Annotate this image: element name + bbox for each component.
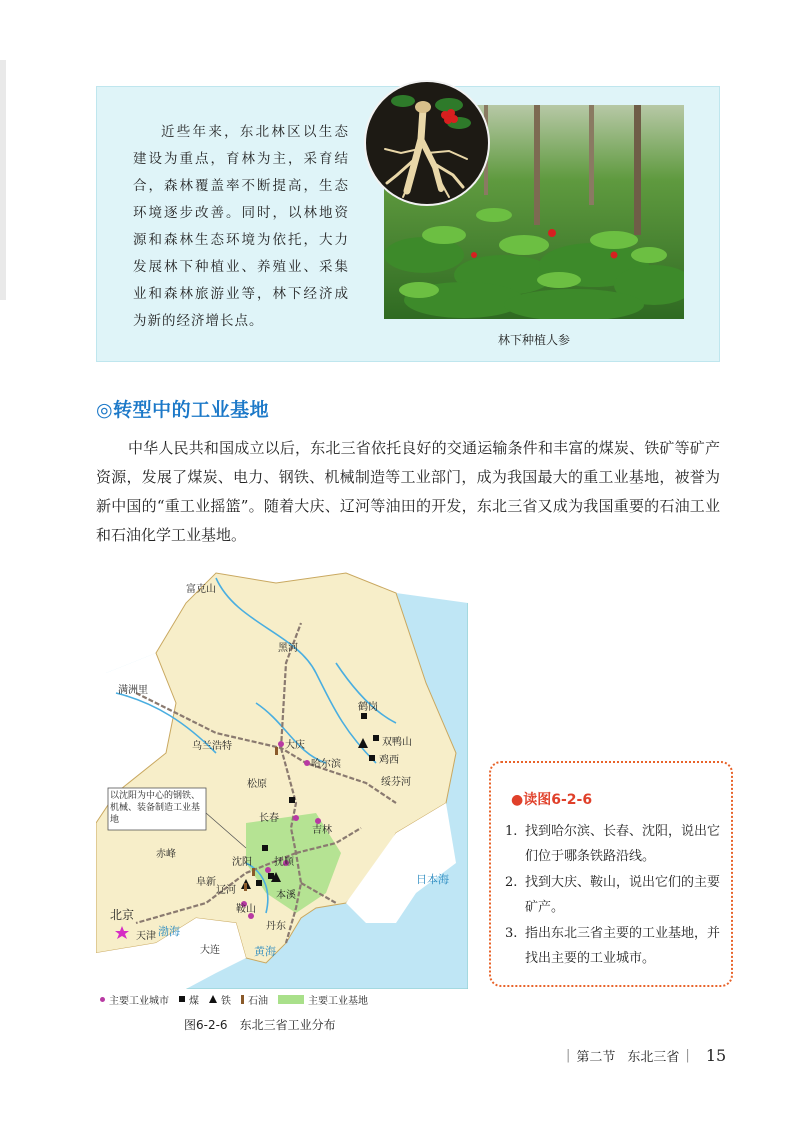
info-paragraph: 近些年来，东北林区以生态建设为重点，育林为主，采育结合，森林覆盖率不断提高，生态环境逐步改善。同时，以林地资源和森林生态环境为依托，大力发展林下种植业、养殖业、采集业和森林旅游业等，林下经济成为新的经济增长点。 (133, 124, 349, 329)
map-label-hegang: 鹤岗 (358, 702, 378, 713)
map-label-tianjin: 天津 (136, 931, 156, 942)
ginseng-root-photo (363, 79, 491, 207)
map-legend (100, 991, 480, 1007)
reading-title: ●读图6-2-6 (511, 792, 593, 808)
reading-box (489, 761, 733, 987)
map-label-fuxin: 阜新 (196, 877, 216, 888)
map-label-huanghai: 黄海 (254, 945, 276, 958)
map-label-heihe: 黑河 (278, 643, 298, 654)
reading-bullet-icon: ● (511, 792, 524, 808)
photo-caption: 林下种植人参 (497, 333, 570, 347)
map-label-shenyang: 沈阳 (232, 857, 252, 868)
map-label-jilin: 吉林 (312, 825, 332, 836)
map-label-benxi: 本溪 (276, 890, 296, 901)
legend-coal: 煤 (179, 992, 199, 1007)
map-label-wulanhaote: 乌兰浩特 (192, 741, 232, 752)
page-footer: | 第二节 东北三省 | 15 (566, 1046, 727, 1065)
info-box (96, 86, 720, 362)
map-label-fushun: 抚顺 (274, 857, 294, 868)
map-label-manzhouli: 满洲里 (118, 685, 148, 696)
footer-chapter: 东北三省 (627, 1050, 680, 1065)
figure-caption: 图6-2-6 东北三省工业分布 (184, 1018, 336, 1032)
map-label-bohai: 渤海 (158, 925, 180, 938)
map-label-beijing: 北京 (110, 908, 135, 922)
section-paragraph: 中华人民共和国成立以后，东北三省依托良好的交通运输条件和丰富的煤炭、铁矿等矿产资源，发展了煤炭、电力、钢铁、机械制造等工业部门，成为我国最大的重工业基地，被誉为新中国的“重工业摇篮”。随着大庆、辽河等油田的开发，东北三省又成为我国重要的石油工业和石油化学工业基地。 (96, 439, 720, 544)
map-label-songyuan: 松原 (247, 779, 267, 790)
map-callout: 以沈阳为中心的钢铁、机械、装备制造工业基地 (110, 791, 201, 825)
map-label-daqing: 大庆 (285, 740, 305, 751)
legend-base: 主要工业基地 (278, 992, 368, 1007)
map-label-anshan: 鞍山 (236, 904, 256, 915)
reading-item: 3. 指出东北三省主要的工业基地，并找出主要的工业城市。 (505, 926, 721, 966)
city-dot-icon (100, 997, 105, 1002)
map-label-haerbin: 哈尔滨 (311, 759, 341, 770)
legend-city: 主要工业城市 (100, 992, 169, 1007)
map-label-jixi: 鸡西 (379, 755, 399, 766)
map-label-suifenhe: 绥芬河 (381, 777, 411, 788)
map-label-liaohe: 辽河 (216, 885, 236, 896)
map-label-ribenhai: 日本海 (416, 873, 449, 886)
reading-item: 1. 找到哈尔滨、长春、沈阳，说出它们位于哪条铁路沿线。 (505, 824, 721, 864)
footer-section: 第二节 (576, 1050, 616, 1065)
legend-iron: 铁 (209, 992, 231, 1007)
map-label-chifeng: 赤峰 (156, 849, 176, 860)
section-title: ◎转型中的工业基地 (96, 399, 270, 421)
page-number: 15 (705, 1046, 727, 1065)
reading-item: 2. 找到大庆、鞍山，说出它们的主要矿产。 (505, 875, 721, 915)
map-label-shuangyashan: 双鸭山 (382, 737, 412, 748)
oil-derrick-icon (241, 995, 244, 1004)
map-label-dalian: 大连 (200, 945, 220, 956)
map-label-dandong: 丹东 (266, 921, 286, 932)
map-label-changchun: 长春 (259, 813, 279, 824)
coal-square-icon (179, 996, 185, 1002)
map-label-fukeshan: 富克山 (186, 584, 216, 595)
iron-triangle-icon (209, 995, 217, 1003)
legend-oil: 石油 (241, 992, 268, 1007)
industry-map (96, 563, 468, 989)
page-edge-shadow (0, 60, 6, 300)
base-area-icon (278, 995, 304, 1004)
reading-list (505, 819, 727, 972)
